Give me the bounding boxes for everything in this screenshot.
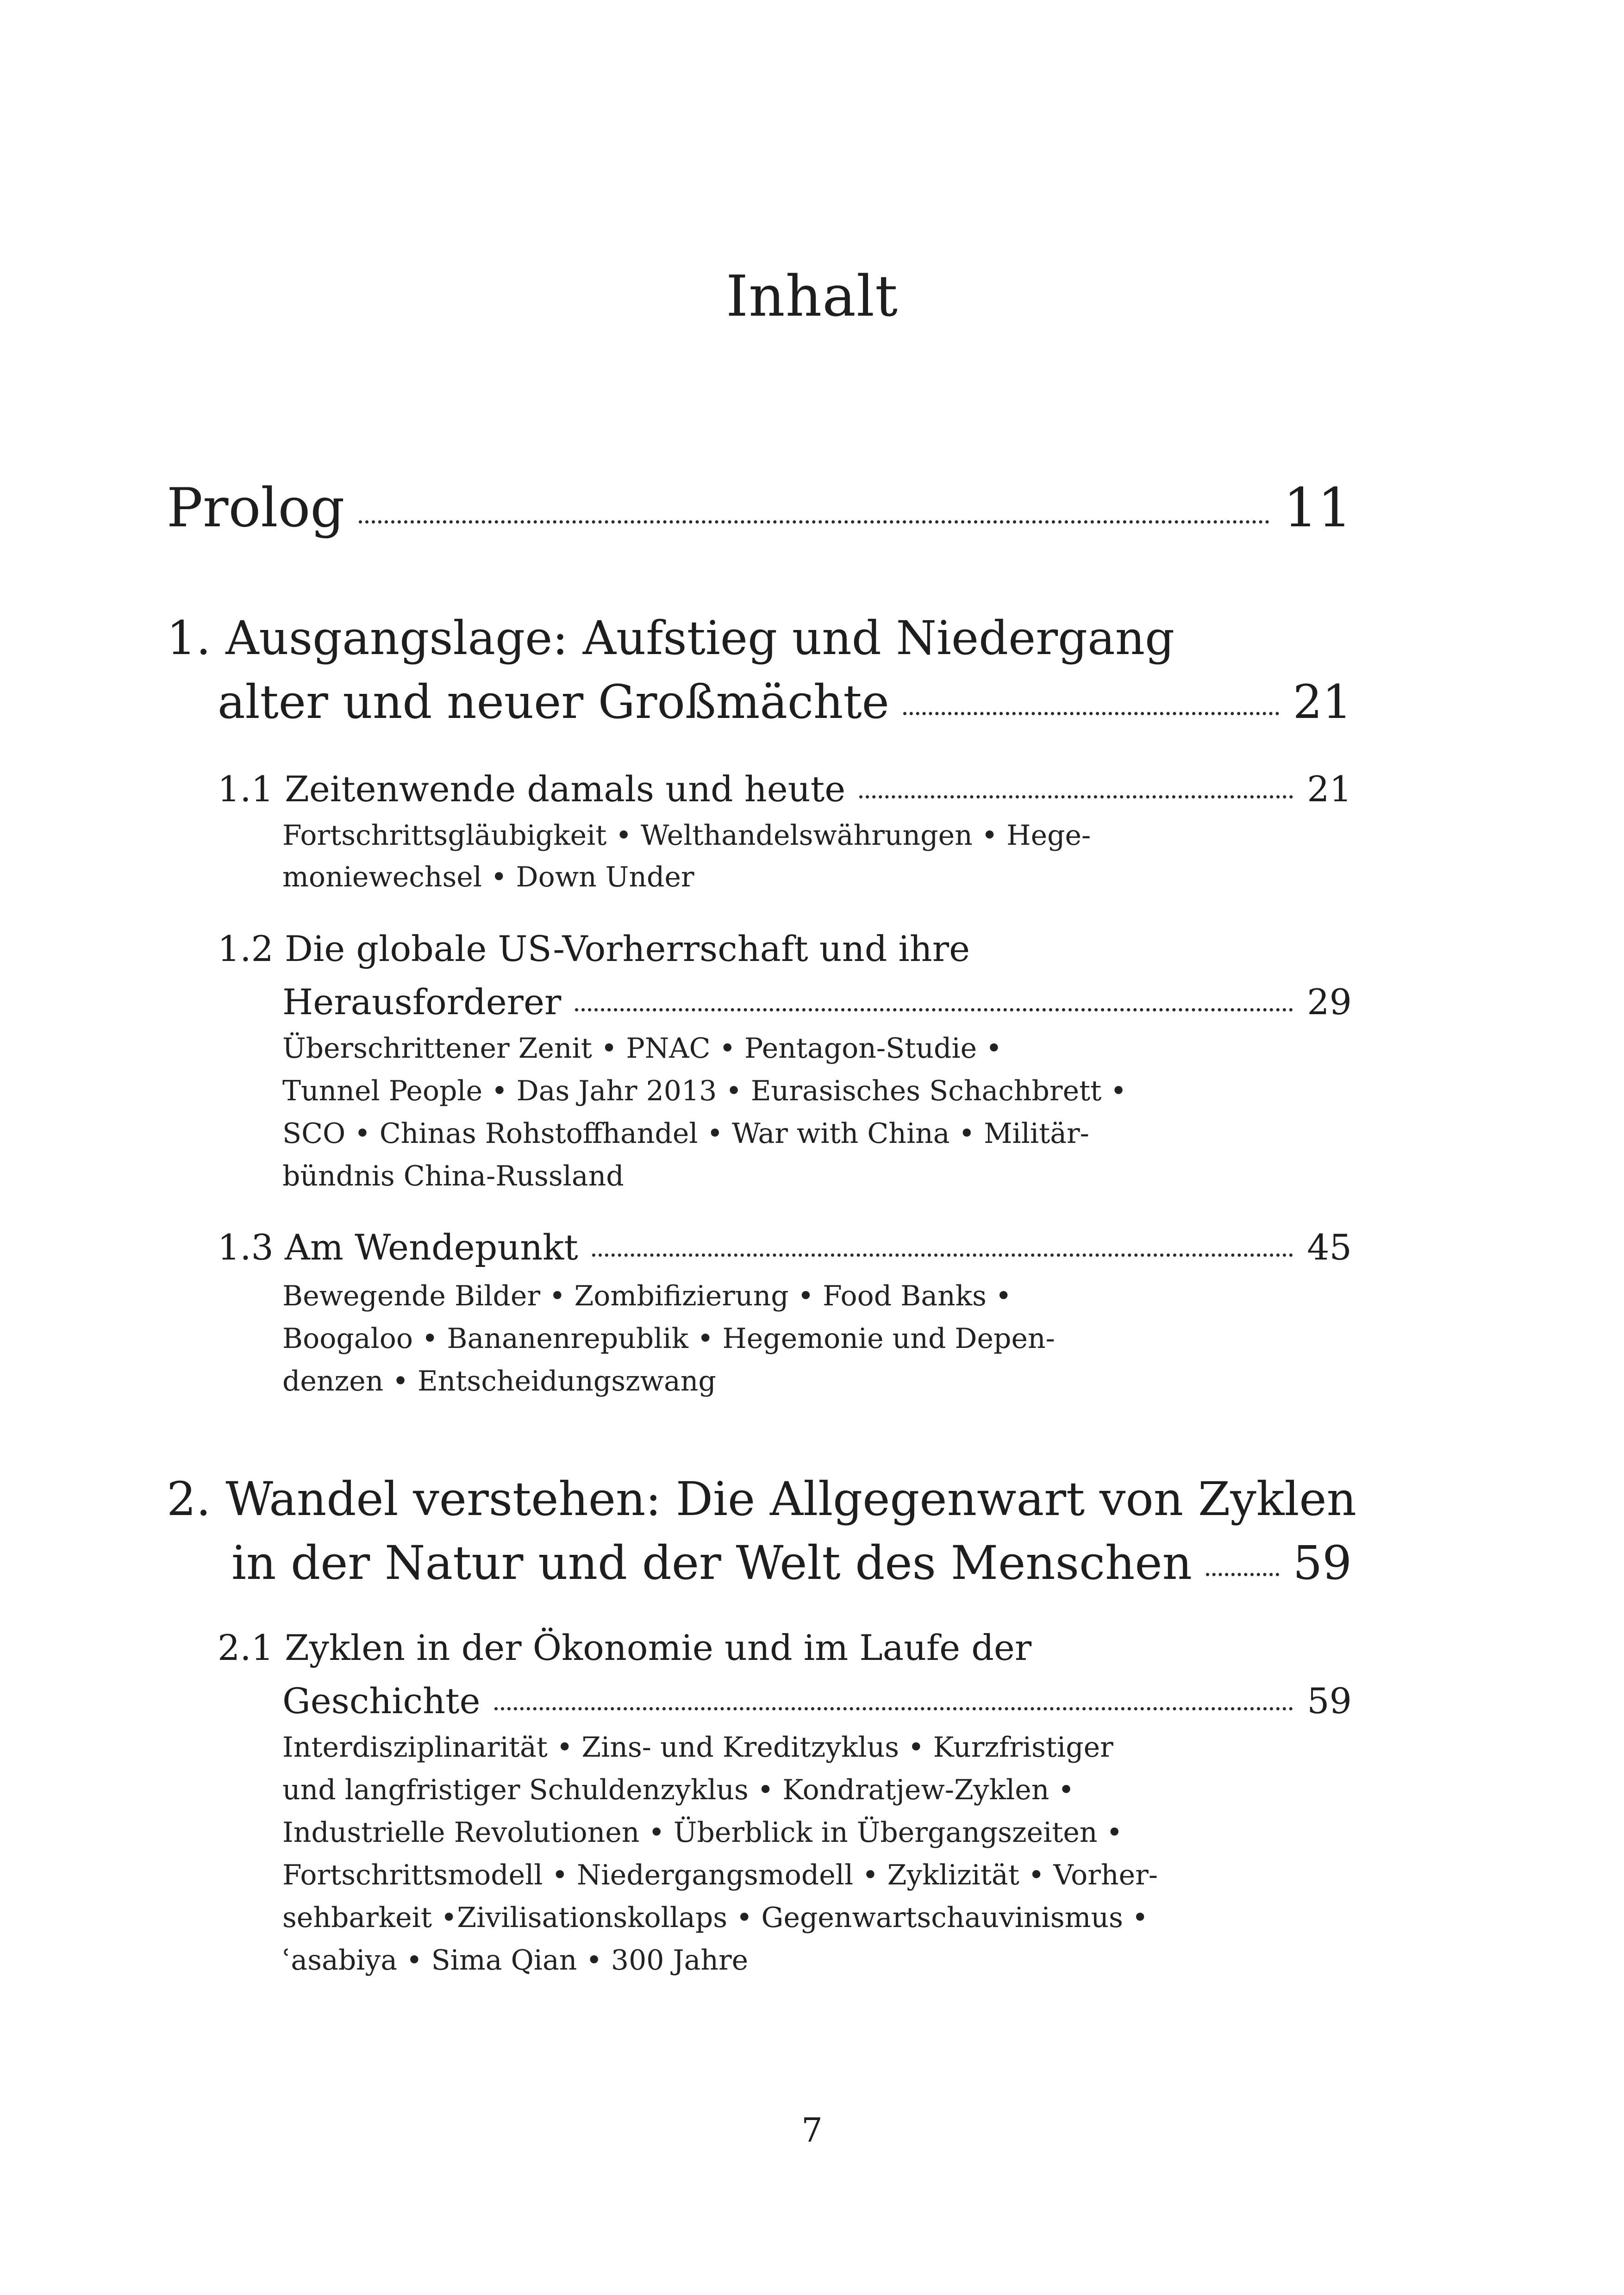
toc-label: in der Natur und der Welt des Menschen (231, 1536, 1192, 1590)
toc-label: Prolog (167, 477, 345, 539)
page-number: 7 (801, 2111, 823, 2150)
dot-leader (1206, 1573, 1279, 1576)
section-keywords: denzen • Entscheidungszwang (282, 1365, 716, 1397)
toc-entry-section-1-1[interactable] (218, 768, 1352, 810)
section-keywords: Bewegende Bilder • Zombifizierung • Food Banks • (282, 1280, 1012, 1312)
toc-page-number: 45 (1307, 1227, 1352, 1268)
toc-entry-section-1-3[interactable] (218, 1227, 1352, 1268)
section-keywords: Boogaloo • Bananenrepublik • Hegemonie und Depen- (282, 1322, 1055, 1355)
section-keywords: Fortschrittsmodell • Niedergangsmodell • Zyklizität • Vorher- (282, 1859, 1158, 1891)
toc-label: Geschichte (282, 1680, 481, 1721)
dot-leader (592, 1254, 1293, 1257)
toc-entry-section-2-1[interactable] (282, 1680, 1352, 1721)
section-keywords: moniewechsel • Down Under (282, 861, 694, 893)
section-keywords: Fortschrittsgläubigkeit • Welthandelswährungen • Hege- (282, 819, 1091, 852)
toc-page-number: 21 (1307, 768, 1352, 810)
dot-leader (859, 795, 1293, 798)
toc-entry-section-1-2[interactable] (282, 981, 1352, 1023)
toc-page-number: 29 (1307, 981, 1352, 1023)
dot-leader (575, 1008, 1293, 1011)
toc-entry-chapter-1[interactable] (218, 675, 1352, 729)
chapter-1-title-line1[interactable]: 1. Ausgangslage: Aufstieg und Niedergang (167, 611, 1175, 665)
toc-label: 1.1 Zeitenwende damals und heute (218, 768, 846, 810)
toc-page-number: 21 (1293, 675, 1352, 729)
section-keywords: und langfristiger Schuldenzyklus • Kondratjew-Zyklen • (282, 1774, 1074, 1806)
dot-leader (903, 712, 1279, 715)
toc-label: alter und neuer Großmächte (218, 675, 889, 729)
chapter-2-title-line1[interactable]: 2. Wandel verstehen: Die Allgegenwart von Zyklen (167, 1472, 1357, 1526)
dot-leader (359, 520, 1270, 524)
section-1-2-title-line1[interactable]: 1.2 Die globale US-Vorherrschaft und ihre (218, 928, 970, 969)
section-keywords: sehbarkeit •Zivilisationskollaps • Gegenwartschauvinismus • (282, 1902, 1149, 1934)
section-keywords: Überschrittener Zenit • PNAC • Pentagon-Studie • (282, 1032, 1002, 1065)
section-keywords: ʿasabiya • Sima Qian • 300 Jahre (282, 1944, 749, 1977)
section-keywords: bündnis China-Russland (282, 1160, 624, 1192)
page-title: Inhalt (725, 263, 899, 329)
section-keywords: Interdisziplinarität • Zins- und Kreditzyklus • Kurzfristiger (282, 1731, 1113, 1764)
dot-leader (494, 1707, 1293, 1710)
toc-entry-prolog[interactable] (167, 477, 1352, 539)
toc-label: Herausforderer (282, 981, 562, 1023)
toc-entry-chapter-2[interactable] (231, 1536, 1352, 1590)
toc-page-number: 11 (1283, 477, 1352, 539)
section-keywords: Industrielle Revolutionen • Überblick in Übergangszeiten • (282, 1816, 1123, 1849)
toc-label: 1.3 Am Wendepunkt (218, 1227, 578, 1268)
section-2-1-title-line1[interactable]: 2.1 Zyklen in der Ökonomie und im Laufe der (218, 1627, 1032, 1668)
toc-page-number: 59 (1293, 1536, 1352, 1590)
toc-page-number: 59 (1307, 1680, 1352, 1721)
section-keywords: SCO • Chinas Rohstoffhandel • War with China • Militär- (282, 1117, 1089, 1150)
section-keywords: Tunnel People • Das Jahr 2013 • Eurasisches Schachbrett • (282, 1075, 1127, 1107)
